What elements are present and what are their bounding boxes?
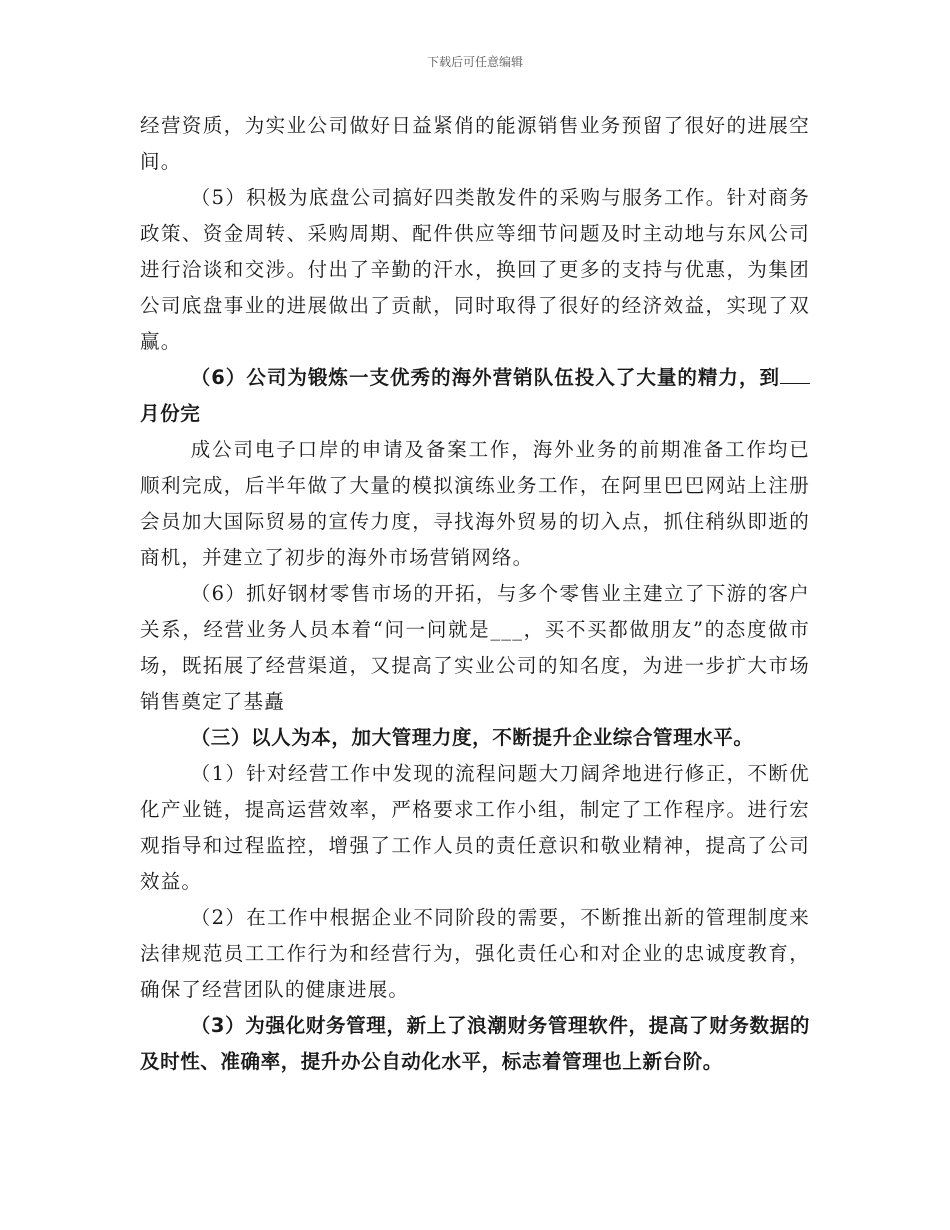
paragraph-3-text-before: （6）公司为锻炼一支优秀的海外营销队伍投入了大量的精力，到 [190, 366, 780, 389]
fill-in-blank [780, 365, 810, 384]
page-header: 下载后可任意编辑 [426, 55, 523, 69]
paragraph-4: 成公司电子口岸的申请及备案工作，海外业务的前期准备工作均已顺利完成，后半年做了大量的模拟演练业务工作，在阿里巴巴网站上注册会员加大国际贸易的宣传力度，寻找海外贸易的切入点，抓住稍纵即逝的商机，并建立了初步的海外市场营销网络。 [140, 438, 810, 569]
paragraph-9-heading: （3）为强化财务管理，新上了浪潮财务管理软件，提高了财务数据的及时性、准确率，提升办公自动化水平，标志着管理也上新台阶。 [140, 1014, 810, 1073]
paragraph-3-text-after: 月份完 [140, 402, 201, 425]
document-body [140, 108, 810, 1080]
paragraph-5: （6）抓好钢材零售市场的开拓，与多个零售业主建立了下游的客户关系，经营业务人员本着“问一问就是___，买不买都做朋友”的态度做市场，既拓展了经营渠道，又提高了实业公司的知名度，为进一步扩大市场销售奠定了基矗 [140, 582, 810, 713]
paragraph-3-heading [140, 360, 810, 432]
paragraph-2: （5）积极为底盘公司搞好四类散发件的采购与服务工作。针对商务政策、资金周转、采购周期、配件供应等细节问题及时主动地与东风公司进行洽谈和交涉。付出了辛勤的汗水，换回了更多的支持与优惠，为集团公司底盘事业的进展做出了贡献，同时取得了很好的经济效益，实现了双赢。 [140, 186, 810, 353]
paragraph-8: （2）在工作中根据企业不同阶段的需要，不断推出新的管理制度来法律规范员工工作行为和经营行为，强化责任心和对企业的忠诚度教育，确保了经营团队的健康进展。 [140, 906, 810, 1001]
paragraph-1: 经营资质，为实业公司做好日益紧俏的能源销售业务预留了很好的进展空间。 [140, 114, 810, 173]
section-heading-3: （三）以人为本，加大管理力度，不断提升企业综合管理水平。 [190, 726, 754, 749]
paragraph-7: （1）针对经营工作中发现的流程问题大刀阔斧地进行修正，不断优化产业链，提高运营效率，严格要求工作小组，制定了工作程序。进行宏观指导和过程监控，增强了工作人员的责任意识和敬业精神，提高了公司效益。 [140, 762, 810, 893]
